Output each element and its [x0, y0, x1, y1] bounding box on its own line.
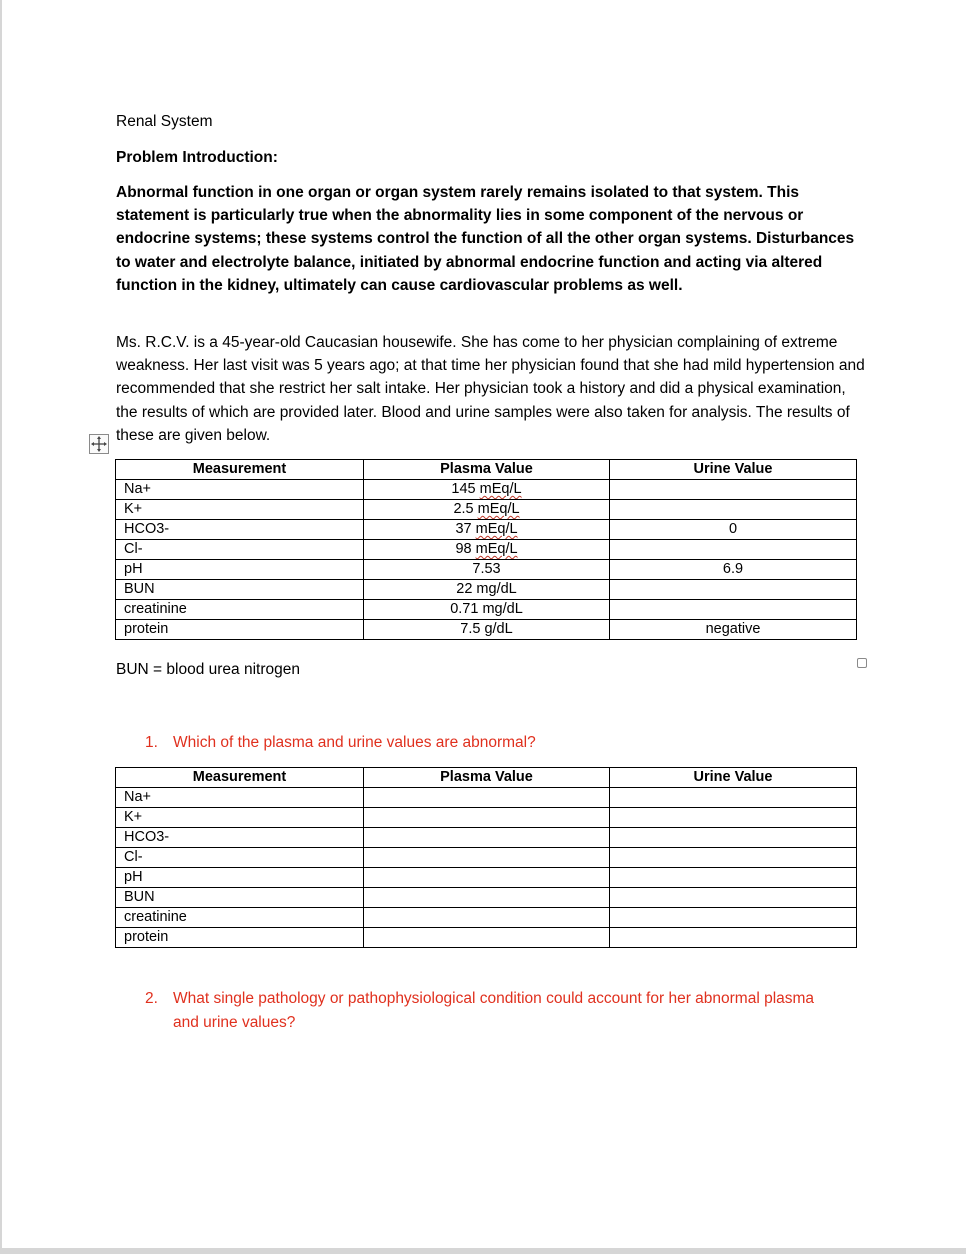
plasma-number: 2.5 [453, 501, 474, 517]
measurement-cell: HCO3- [116, 828, 364, 848]
move-arrows-icon[interactable] [89, 434, 109, 454]
urine-answer-cell[interactable] [610, 868, 857, 888]
measurement-cell: BUN [116, 580, 364, 600]
plasma-cell [364, 540, 610, 560]
header-urine-value: Urine Value [610, 768, 857, 788]
measurement-cell: Na+ [116, 788, 364, 808]
plasma-unit: mEq/L [479, 481, 522, 497]
urine-answer-cell[interactable] [610, 928, 857, 948]
measurement-cell: pH [116, 868, 364, 888]
urine-answer-cell[interactable] [610, 828, 857, 848]
measurement-cell: creatinine [116, 600, 364, 620]
measurement-cell: Cl- [116, 540, 364, 560]
plasma-number: 98 [455, 541, 472, 557]
lab-results-table [115, 459, 857, 640]
header-measurement: Measurement [116, 460, 364, 480]
plasma-unit: mEq/L [477, 501, 520, 517]
question-1-number: 1. [145, 734, 158, 751]
plasma-answer-cell[interactable] [364, 828, 610, 848]
urine-cell: 6.9 [610, 560, 857, 580]
plasma-cell: 0.71 mg/dL [364, 600, 610, 620]
plasma-answer-cell[interactable] [364, 808, 610, 828]
urine-cell: 0 [610, 520, 857, 540]
footnote: BUN = blood urea nitrogen [116, 661, 300, 678]
table-header-row [116, 768, 857, 788]
plasma-cell: 7.5 g/dL [364, 620, 610, 640]
answer-table [115, 767, 857, 948]
document-title: Renal System [116, 113, 213, 130]
plasma-unit: mEq/L [475, 521, 518, 537]
table-row [116, 888, 857, 908]
question-2-number: 2. [145, 990, 158, 1007]
header-urine-value: Urine Value [610, 460, 857, 480]
table-row [116, 788, 857, 808]
urine-cell [610, 580, 857, 600]
measurement-cell: Na+ [116, 480, 364, 500]
urine-cell [610, 500, 857, 520]
urine-answer-cell[interactable] [610, 808, 857, 828]
urine-cell [610, 480, 857, 500]
plasma-answer-cell[interactable] [364, 928, 610, 948]
measurement-cell: protein [116, 620, 364, 640]
measurement-cell: K+ [116, 808, 364, 828]
document-page [2, 0, 966, 1248]
table-row [116, 848, 857, 868]
plasma-cell [364, 500, 610, 520]
table-row [116, 540, 857, 560]
table-row [116, 908, 857, 928]
urine-answer-cell[interactable] [610, 888, 857, 908]
plasma-cell [364, 480, 610, 500]
plasma-cell: 7.53 [364, 560, 610, 580]
question-1 [145, 731, 865, 755]
section-heading: Problem Introduction: [116, 149, 278, 166]
table-row [116, 560, 857, 580]
intro-paragraph: Abnormal function in one organ or organ system rarely remains isolated to that system. This statement is particularly true when the abnormality lies in some component of the nervous or endocrine systems; these systems control the function of all the other organ systems. Disturbances to water and electrolyte balance, initiated by abnormal endocrine function and acting via altered function in the kidney, ultimately can cause cardiovascular problems as well. [116, 184, 855, 294]
plasma-unit: mEq/L [475, 541, 518, 557]
measurement-cell: HCO3- [116, 520, 364, 540]
table-row [116, 480, 857, 500]
header-plasma-value: Plasma Value [364, 768, 610, 788]
measurement-cell: pH [116, 560, 364, 580]
table-row [116, 600, 857, 620]
plasma-answer-cell[interactable] [364, 908, 610, 928]
urine-cell: negative [610, 620, 857, 640]
question-1-text: Which of the plasma and urine values are abnormal? [173, 734, 536, 751]
table-row [116, 580, 857, 600]
measurement-cell: creatinine [116, 908, 364, 928]
plasma-number: 145 [451, 481, 476, 497]
question-2-text: What single pathology or pathophysiological condition could account for her abnormal plasma and urine values? [173, 990, 815, 1031]
urine-answer-cell[interactable] [610, 848, 857, 868]
plasma-cell: 22 mg/dL [364, 580, 610, 600]
plasma-number: 37 [455, 521, 472, 537]
table-header-row [116, 460, 857, 480]
table-row [116, 828, 857, 848]
plasma-answer-cell[interactable] [364, 788, 610, 808]
measurement-cell: K+ [116, 500, 364, 520]
table-row [116, 808, 857, 828]
plasma-answer-cell[interactable] [364, 888, 610, 908]
urine-answer-cell[interactable] [610, 788, 857, 808]
header-measurement: Measurement [116, 768, 364, 788]
table-row [116, 928, 857, 948]
plasma-answer-cell[interactable] [364, 868, 610, 888]
measurement-cell: Cl- [116, 848, 364, 868]
table-row [116, 868, 857, 888]
table-row [116, 620, 857, 640]
urine-cell [610, 540, 857, 560]
urine-cell [610, 600, 857, 620]
table-row [116, 520, 857, 540]
resize-square-icon[interactable] [857, 658, 867, 668]
urine-answer-cell[interactable] [610, 908, 857, 928]
plasma-answer-cell[interactable] [364, 848, 610, 868]
measurement-cell: protein [116, 928, 364, 948]
table-row [116, 500, 857, 520]
measurement-cell: BUN [116, 888, 364, 908]
case-paragraph: Ms. R.C.V. is a 45-year-old Caucasian housewife. She has come to her physician complaining of extreme weakness. Her last visit was 5 years ago; at that time her physician found that she had mild hypertension and recommended that she restrict her salt intake. Her physician took a history and did a physical examination, the results of which are provided later. Blood and urine samples were also taken for analysis. The results of these are given below. [116, 334, 865, 444]
plasma-cell [364, 520, 610, 540]
header-plasma-value: Plasma Value [364, 460, 610, 480]
question-2 [145, 987, 865, 1035]
